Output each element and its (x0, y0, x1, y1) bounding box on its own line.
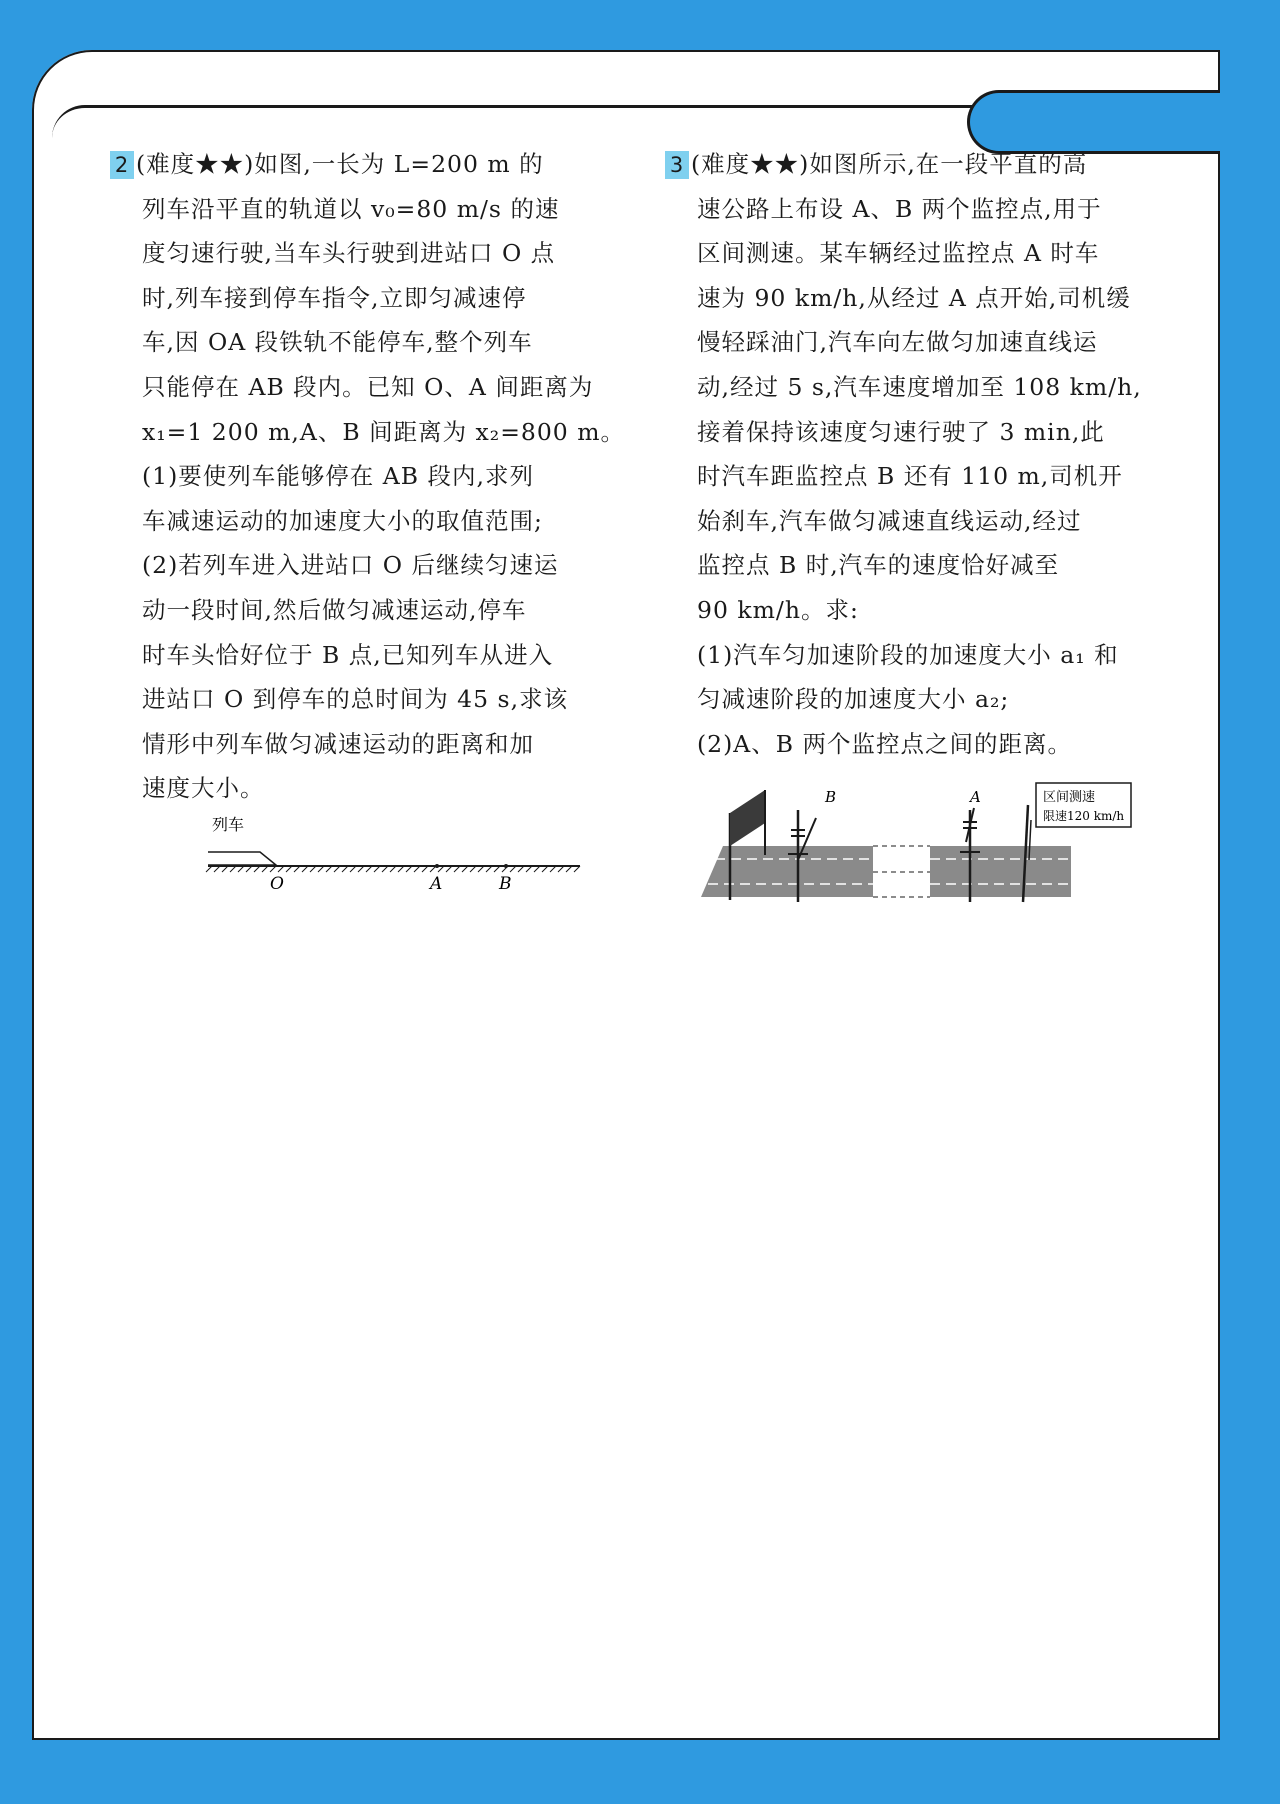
road-right-segment (930, 846, 1071, 897)
q3-line: 动,经过 5 s,汽车速度增加至 108 km/h, (697, 372, 1142, 401)
q3-line: 接着保持该速度匀速行驶了 3 min,此 (697, 417, 1105, 446)
question-3 (665, 142, 1142, 766)
question-number-2: 2 (110, 151, 134, 179)
question-number-3: 3 (665, 151, 689, 179)
train-label: 列车 (212, 815, 245, 834)
q3-line: 始刹车,汽车做匀减速直线运动,经过 (697, 506, 1082, 535)
q2-line: 速度大小。 (142, 774, 265, 803)
sign-title: 区间测速 (1043, 790, 1096, 805)
point-a-marker (435, 864, 439, 868)
q2-line: 动一段时间,然后做匀减速运动,停车 (142, 595, 527, 624)
q2-line: 进站口 O 到停车的总时间为 45 s,求该 (142, 685, 569, 714)
q3-line: 时汽车距监控点 B 还有 110 m,司机开 (697, 462, 1123, 491)
q2-line-1: 2 (难度★★)如图,一长为 L=200 m 的 (110, 142, 580, 187)
q3-line: 区间测速。某车辆经过监控点 A 时车 (697, 239, 1100, 268)
q3-line: 匀减速阶段的加速度大小 a₂; (697, 685, 1010, 714)
q3-line-1: 3 (难度★★)如图所示,在一段平直的高 (665, 142, 1135, 187)
q3-highway-figure (683, 780, 1125, 905)
monitor-b-label: B (825, 788, 837, 806)
q3-line: 速公路上布设 A、B 两个监控点,用于 (697, 194, 1102, 223)
q2-track-figure (200, 812, 590, 892)
point-o-label: O (270, 874, 284, 894)
road-left-segment (701, 846, 873, 897)
q2-line: 只能停在 AB 段内。已知 O、A 间距离为 (142, 372, 594, 401)
point-b-marker (504, 864, 508, 868)
q2-line: 情形中列车做匀减速运动的距离和加 (142, 729, 534, 758)
q2-line: 车减速运动的加速度大小的取值范围; (142, 506, 543, 535)
q3-line: 90 km/h。求: (697, 595, 859, 624)
q2-line: 时,列车接到停车指令,立即匀减速停 (142, 283, 527, 312)
q3-subquestion-2: (2)A、B 两个监控点之间的距离。 (697, 729, 1072, 758)
q2-line: 时车头恰好位于 B 点,已知列车从进入 (142, 640, 554, 669)
q3-line: 监控点 B 时,汽车的速度恰好减至 (697, 551, 1060, 580)
q2-line: 列车沿平直的轨道以 v₀=80 m/s 的速 (142, 194, 560, 223)
q2-subquestion-1: (1)要使列车能够停在 AB 段内,求列 (142, 462, 534, 491)
road-gap-dashes (873, 846, 930, 897)
question-2 (110, 142, 626, 811)
point-b-label: B (499, 874, 512, 894)
q3-line: 慢轻踩油门,汽车向左做匀加速直线运 (697, 328, 1098, 357)
point-a-label: A (430, 874, 443, 894)
monitor-a-label: A (970, 788, 981, 806)
train-shape (208, 852, 276, 865)
sign-speed-limit: 限速120 km/h (1043, 809, 1125, 823)
q2-subquestion-2: (2)若列车进入进站口 O 后继续匀速运 (142, 551, 559, 580)
q2-line: 度匀速行驶,当车头行驶到进站口 O 点 (142, 239, 556, 268)
q2-line: x₁=1 200 m,A、B 间距离为 x₂=800 m。 (142, 417, 626, 446)
q3-line: 速为 90 km/h,从经过 A 点开始,司机缓 (697, 283, 1131, 312)
page-curl-decoration (52, 105, 1052, 138)
q3-subquestion-1: (1)汽车匀加速阶段的加速度大小 a₁ 和 (697, 640, 1119, 669)
q2-line: 车,因 OA 段铁轨不能停车,整个列车 (142, 328, 533, 357)
